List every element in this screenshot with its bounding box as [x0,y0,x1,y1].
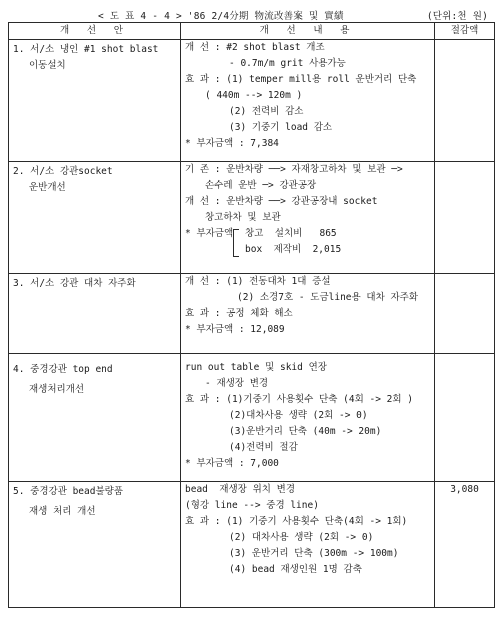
content-line: (3)운반거리 단축 (40m -> 20m) [229,426,382,437]
content-line: ( 440m --> 120m ) [205,90,303,101]
content-line: (2) 대차사용 생략 (2회 -> 0) [229,532,374,543]
plan-title: 2. 서/소 강관socket [13,166,113,177]
header-plan: 개 선 안 [9,23,181,40]
content-line: 개 선 : (1) 전동대차 1대 증설 [185,276,331,287]
plan-cell [9,162,181,274]
content-line: run out table 및 skid 연장 [185,362,327,373]
plan-title: 1. 서/소 냉인 #1 shot blast [13,44,159,55]
table-row [9,482,495,608]
plan-title: 5. 중경강관 bead불량품 [13,486,123,497]
unit-label: (단위:천 원) [426,11,488,22]
content-line: (4) bead 재생인원 1명 감축 [229,564,362,575]
plan-subtitle: 재생처리개선 [29,384,85,395]
content-cell [181,354,435,482]
plan-subtitle: 이동설치 [29,60,66,71]
content-line: * 부자금액 : 7,000 [185,458,279,469]
table-number: < 도 표 4 - 4 > [98,11,182,22]
table-row [9,354,495,482]
content-line: (2)대차사용 생략 (2회 -> 0) [229,410,368,421]
content-line: (3) 기중기 load 감소 [229,122,333,133]
content-line: 손수레 운반 ─> 강관공장 [205,180,317,191]
content-line: * 부자금액 : 7,384 [185,138,279,149]
content-line: 기 존 : 운반차량 ──> 자재창고하차 및 보관 ─> [185,164,403,175]
content-line: - 재생장 변경 [205,378,269,389]
content-cell [181,40,435,162]
savings-cell [435,40,495,162]
investment-label: * 부자금액 [185,228,234,239]
header-savings: 절감액 [435,23,495,40]
content-line: (형강 line --> 중경 line) [185,500,319,511]
plan-title: 3. 서/소 강관 대차 자주화 [13,278,136,289]
content-cell [181,482,435,608]
savings-cell: 3,080 [435,482,495,608]
content-line: * 부자금액 : 12,089 [185,324,285,335]
content-line: (3) 운반거리 단축 (300m -> 100m) [229,548,399,559]
content-cell [181,162,435,274]
plan-subtitle: 재생 처리 개선 [29,506,96,517]
savings-cell [435,274,495,354]
savings-cell [435,162,495,274]
table-caption [8,6,496,22]
header-row [9,23,495,40]
content-line: 효 과 : (1)기중기 사용횟수 단축 (4회 -> 2회 ) [185,394,413,405]
table-row [9,162,495,274]
plan-cell [9,274,181,354]
investment-item: 창고 설치비 865 [245,228,337,239]
plan-cell [9,354,181,482]
improvement-table [8,22,495,608]
table-row [9,40,495,162]
content-line: 개 선 : 운반차량 ──> 강관공장내 socket [185,196,378,207]
table-heading: '86 2/4分期 物流改善案 및 實績 [187,11,344,22]
header-content: 개 선 내 용 [181,23,435,40]
content-line: (2) 소경7호 - 도금line용 대차 자주화 [237,292,419,303]
savings-cell [435,354,495,482]
content-line: 개 선 : #2 shot blast 개조 [185,42,325,53]
content-line: 효 과 : 공정 체화 해소 [185,308,293,319]
table-row [9,274,495,354]
table-title [98,8,344,22]
content-cell [181,274,435,354]
content-line: - 0.7m/m grit 사용가능 [229,58,346,69]
investment-breakdown [185,226,430,258]
content-line: 효 과 : (1) 기중기 사용횟수 단축(4회 -> 1회) [185,516,408,527]
brace-mark [233,229,239,257]
content-line: 창고하차 및 보관 [205,212,281,223]
plan-subtitle: 운반개선 [29,182,66,193]
content-line: 효 과 : (1) temper mill용 roll 운반거리 단축 [185,74,417,85]
content-line: (2) 전력비 감소 [229,106,304,117]
investment-item: box 제작비 2,015 [245,244,342,255]
plan-cell [9,40,181,162]
plan-title: 4. 중경강관 top end [13,364,113,375]
plan-cell [9,482,181,608]
content-line: (4)전력비 절감 [229,442,298,453]
content-line: bead 재생장 위치 변경 [185,484,295,495]
